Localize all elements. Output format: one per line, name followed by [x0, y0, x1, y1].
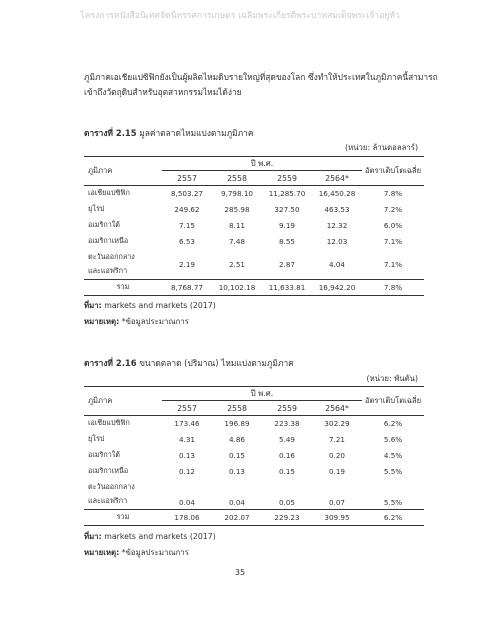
value-cell: 0.12: [178, 467, 195, 476]
growth-cell: 7.2%: [383, 205, 403, 214]
table1-year: 2557: [162, 171, 212, 186]
value-cell: 2.51: [228, 259, 245, 269]
table-total-row: [84, 510, 424, 526]
value-cell: 0.04: [178, 498, 195, 507]
region-cell: อเมริกาเหนือ: [88, 466, 129, 475]
value-cell: 6.53: [178, 237, 195, 246]
value-cell: 0.20: [328, 451, 345, 460]
table1-caption-label: ตารางที่ 2.15: [84, 128, 137, 138]
table1-unit: (หน่วย: ล้านดอลลาร์): [345, 143, 418, 152]
table-row: [84, 480, 424, 510]
value-cell: 285.98: [224, 205, 250, 214]
table2-caption-label: ตารางที่ 2.16: [84, 358, 137, 368]
table-row: [84, 432, 424, 448]
note-text: *ข้อมูลประมาณการ: [119, 317, 189, 326]
value-cell: 0.16: [278, 451, 295, 460]
note-label: หมายเหตุ:: [84, 317, 120, 326]
value-cell: 8,503.27: [170, 189, 203, 199]
value-cell: 7.21: [328, 435, 345, 444]
value-cell: 12.32: [326, 221, 348, 230]
total-label: รวม: [84, 510, 162, 526]
table2-year: 2558: [212, 401, 262, 416]
table2-header-growth: อัตราเติบโตเฉลี่ย: [362, 387, 424, 416]
source-text: markets and markets (2017): [101, 301, 216, 310]
region-cell-line: และแอฟริกา: [88, 266, 128, 276]
value-cell: 4.04: [328, 259, 345, 269]
table1: [84, 156, 424, 296]
region-cell: ยุโรป: [88, 434, 105, 443]
table-row: [84, 218, 424, 234]
value-cell: 7.15: [178, 221, 195, 230]
paragraph-line: ภูมิภาคเอเชียแปซิฟิกยังเป็นผู้ผลิตไหมดิบรายใหญ่ที่สุดของโลก ซึ่งทำให้ประเทศในภูมิภาคนี้สามารถ: [84, 72, 438, 82]
total-cell: 202.07: [212, 510, 262, 526]
value-cell: 0.15: [228, 451, 245, 460]
table1-header-year: ปี พ.ศ.: [162, 157, 362, 171]
table2-caption-text: ขนาดตลาด (ปริมาณ) ไหมแบ่งตามภูมิภาค: [136, 358, 294, 368]
note-label: หมายเหตุ:: [84, 548, 120, 557]
table-row: [84, 186, 424, 202]
table2-header-region: ภูมิภาค: [84, 387, 162, 416]
page-header: โครงการหนังสือนิเทศจัดนิทรรศการเกษตร เฉลิมพระเกียรติพระบาทสมเด็จพระเจ้าอยู่หัว: [80, 11, 400, 21]
value-cell: 9.19: [278, 221, 295, 230]
growth-cell: 7.1%: [383, 237, 403, 246]
growth-cell: 5.5%: [383, 498, 403, 507]
table1-year: 2564*: [312, 171, 362, 186]
total-cell: 10,102.18: [212, 280, 262, 296]
value-cell: 0.19: [328, 467, 345, 476]
total-cell: 8,768.77: [162, 280, 212, 296]
region-cell-line: และแอฟริกา: [88, 496, 128, 506]
value-cell: 302.29: [324, 419, 350, 429]
note-text: *ข้อมูลประมาณการ: [119, 548, 189, 557]
table1-header-region: ภูมิภาค: [84, 157, 162, 186]
table2-year: 2557: [162, 401, 212, 416]
source-label: ที่มา:: [84, 301, 102, 310]
table2: [84, 386, 424, 526]
value-cell: 0.05: [278, 498, 295, 507]
table1-header-growth: อัตราเติบโตเฉลี่ย: [362, 157, 424, 186]
value-cell: 0.13: [228, 467, 245, 476]
table-row: [84, 464, 424, 480]
value-cell: 0.15: [278, 467, 295, 476]
total-cell: 229.23: [262, 510, 312, 526]
source-text: markets and markets (2017): [101, 532, 216, 541]
value-cell: 4.31: [178, 435, 195, 444]
region-cell: เอเชียแปซิฟิก: [88, 188, 130, 198]
total-cell: 11,633.81: [262, 280, 312, 296]
table2-unit: (หน่วย: พันตัน): [366, 374, 418, 383]
value-cell: 16,450.28: [318, 189, 356, 199]
page-number: 35: [234, 568, 246, 577]
growth-cell: 4.5%: [383, 451, 403, 460]
table2-caption: [84, 356, 294, 370]
table1-note: [84, 316, 189, 328]
table-row: [84, 202, 424, 218]
table-row: [84, 448, 424, 464]
growth-cell: 7.8%: [383, 189, 403, 199]
growth-cell: 5.5%: [383, 467, 403, 476]
region-cell: [84, 250, 162, 280]
value-cell: 0.07: [328, 498, 345, 507]
table-row: [84, 234, 424, 250]
table1-caption: [84, 126, 253, 140]
total-growth: 7.8%: [362, 280, 424, 296]
intro-paragraph: [84, 70, 444, 100]
growth-cell: 7.1%: [383, 259, 403, 269]
total-growth: 6.2%: [362, 510, 424, 526]
value-cell: 223.38: [274, 419, 300, 429]
value-cell: 2.19: [178, 259, 195, 269]
table1-year: 2558: [212, 171, 262, 186]
table1-year: 2559: [262, 171, 312, 186]
table2-note: [84, 547, 189, 559]
value-cell: 327.50: [274, 205, 300, 214]
total-cell: 178.06: [162, 510, 212, 526]
table-row: [84, 416, 424, 432]
table1-source: [84, 300, 216, 312]
value-cell: 2.87: [278, 259, 295, 269]
paragraph-line: เข้าถึงวัตถุดิบสำหรับอุตสาหกรรมไหมได้ง่าย: [84, 87, 242, 97]
table1-caption-text: มูลค่าตลาดไหมแบ่งตามภูมิภาค: [136, 128, 254, 138]
value-cell: 8.11: [228, 221, 245, 230]
region-cell: ยุโรป: [88, 204, 105, 213]
table2-year: 2564*: [312, 401, 362, 416]
growth-cell: 5.6%: [383, 435, 403, 444]
region-cell: อเมริกาใต้: [88, 220, 120, 229]
value-cell: 196.89: [224, 419, 250, 429]
total-cell: 309.95: [312, 510, 362, 526]
growth-cell: 6.0%: [383, 221, 403, 230]
table-total-row: [84, 280, 424, 296]
value-cell: 9,798.10: [220, 189, 253, 199]
table2-year: 2559: [262, 401, 312, 416]
growth-cell: 6.2%: [383, 419, 403, 429]
value-cell: 249.62: [174, 205, 200, 214]
table-row: [84, 250, 424, 280]
value-cell: 8.55: [278, 237, 295, 246]
value-cell: 463.53: [324, 205, 350, 214]
region-cell: อเมริกาใต้: [88, 450, 120, 459]
value-cell: 0.13: [178, 451, 195, 460]
region-cell: เอเชียแปซิฟิก: [88, 418, 130, 428]
region-cell: [84, 480, 162, 510]
value-cell: 7.48: [228, 237, 245, 246]
value-cell: 11,285.70: [268, 189, 306, 199]
value-cell: 4.86: [228, 435, 245, 444]
value-cell: 0.04: [228, 498, 245, 507]
value-cell: 5.49: [278, 435, 295, 444]
region-cell-line: ตะวันออกกลาง: [88, 252, 135, 262]
table2-header-year: ปี พ.ศ.: [162, 387, 362, 401]
value-cell: 12.03: [326, 237, 348, 246]
region-cell: อเมริกาเหนือ: [88, 236, 129, 245]
source-label: ที่มา:: [84, 532, 102, 541]
total-label: รวม: [84, 280, 162, 296]
table2-source: [84, 531, 216, 543]
region-cell-line: ตะวันออกกลาง: [88, 482, 135, 492]
value-cell: 173.46: [174, 419, 200, 429]
total-cell: 16,942.20: [312, 280, 362, 296]
